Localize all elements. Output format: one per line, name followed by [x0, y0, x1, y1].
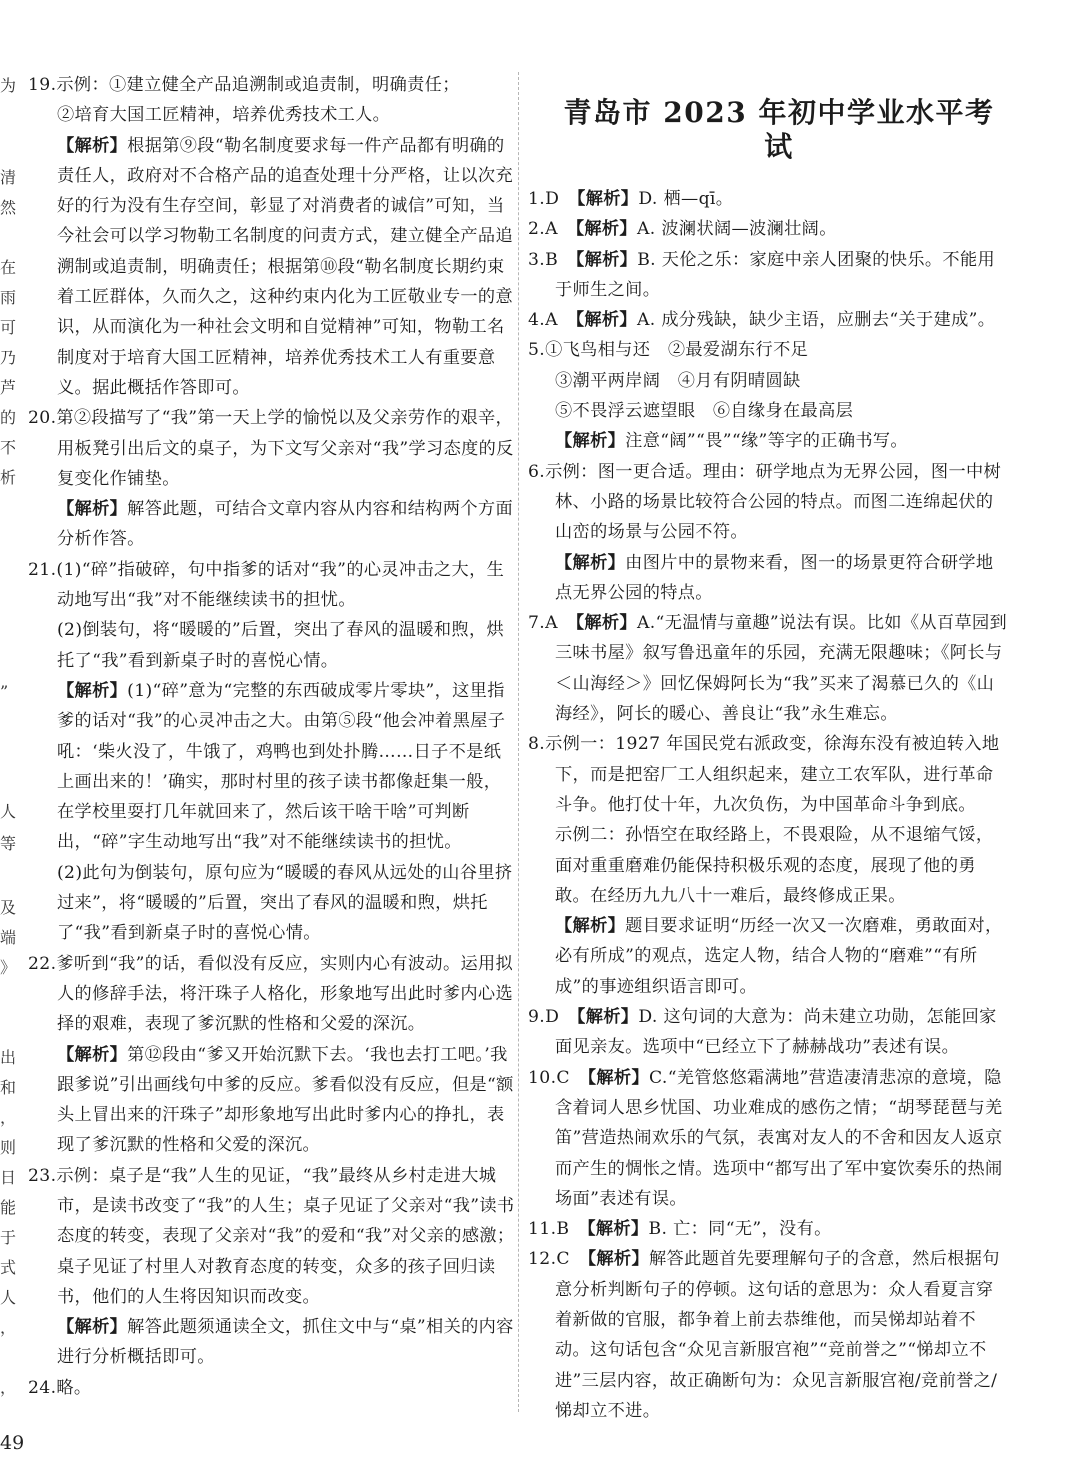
analysis-tag: 【解析】 [576, 1007, 639, 1028]
edge-char: 雨 [0, 288, 17, 307]
answer-21-analysis [28, 676, 516, 858]
analysis-text: 第⑫段由“爹又开始沉默下去。‘我也去打工吧。’我跟爹说”引出画线句中爹的反应。爹看似没有反应，但是“额头上冒出来的汗珠子”却形象地写出此时爹内心的挣扎，表现了爹沉默的性格和父爱的深沉。 [57, 1044, 514, 1156]
answer-choice: 2.A [528, 219, 558, 240]
answer-8-analysis [528, 911, 1008, 1002]
answer-7 [528, 608, 1008, 729]
edge-char: 于 [0, 1228, 17, 1247]
analysis-tag: 【解析】 [575, 249, 638, 270]
answer-choice: 4.A [528, 310, 558, 331]
analysis-text: 解答此题首先要理解句子的含意，然后根据句意分析判断句子的停顿。这句话的意思为：众人看夏言穿着新做的官服，都争着上前去恭维他，而吴悌却站着不动。这句话包含“众见言新服宫袍”“竞前誉之”“悌却立不进”三层内容，故正确断句为：众见言新服宫袍/竞前誉之/悌却立不进。 [555, 1249, 1000, 1421]
edge-char: ， [0, 1318, 17, 1337]
answer-choice: 1.D [528, 189, 560, 209]
answer-23 [28, 1161, 516, 1312]
answer-5-line3: ⑤不畏浮云遮望眼 ⑥自缘身在最高层 [555, 401, 854, 422]
edge-char: 然 [0, 198, 17, 217]
edge-char: 人 [0, 1288, 17, 1307]
analysis-text: 解答此题，可结合文章内容从内容和结构两个方面分析作答。 [57, 499, 513, 550]
answer-21-part2: (2)倒装句，将“暖暖的”后置，突出了春风的温暖和煦，烘托了“我”看到新桌子时的喜悦心情。 [57, 620, 505, 671]
answer-text: 20.第②段描写了“我”第一天上学的愉悦以及父亲劳作的艰辛，用板凳引出后文的桌子，为下文写父亲对“我”学习态度的反复变化作铺垫。 [28, 408, 514, 489]
answer-20-analysis [28, 494, 516, 555]
answer-text: 5.①飞鸟相与还 ②最爱湖东行不足 [528, 340, 809, 361]
answer-23-analysis [28, 1312, 516, 1373]
analysis-tag: 【解析】 [575, 310, 637, 331]
edge-char: 端 [0, 928, 17, 947]
answer-8-example2: 示例二：孙悟空在取经路上，不畏艰险，从不退缩气馁，面对重重磨难仍能保持积极乐观的态度，展现了他的勇敢。在经历九九八十一难后，最终修成正果。 [555, 825, 994, 906]
analysis-text: D. 栖—qī。 [638, 189, 734, 209]
edge-char: 》 [0, 958, 17, 977]
column-divider [518, 72, 519, 1412]
analysis-tag: 【解析】 [586, 1219, 649, 1240]
answer-choice: 3.B [528, 249, 559, 270]
edge-char: ” [0, 682, 9, 701]
analysis-text: B. 天伦之乐：家庭中亲人团聚的快乐。不能用于师生之间。 [555, 249, 996, 300]
edge-char: 和 [0, 1078, 17, 1097]
edge-char: 则 [0, 1138, 17, 1157]
analysis-text: B. 亡：同“无”，没有。 [648, 1219, 832, 1240]
answer-24 [28, 1373, 516, 1403]
answer-21 [28, 555, 516, 616]
answer-20 [28, 403, 516, 494]
analysis-tag: 【解析】 [57, 1317, 128, 1338]
answer-choice: 7.A [528, 613, 558, 634]
right-column [528, 70, 1008, 1426]
answer-4 [528, 305, 1008, 335]
edge-char: 等 [0, 834, 17, 853]
answer-choice: 9.D [528, 1007, 560, 1028]
edge-char: 乃 [0, 348, 17, 367]
analysis-text: 题目要求证明“历经一次又一次磨难，勇敢面对，必有所成”的观点，选定人物，结合人物的“磨难”“有所成”的事迹组织语言即可。 [555, 916, 1003, 997]
answer-22 [28, 949, 516, 1040]
answer-10 [528, 1063, 1008, 1214]
analysis-tag: 【解析】 [555, 552, 626, 573]
edge-char: 清 [0, 168, 17, 187]
answer-2 [528, 214, 1008, 244]
analysis-text: D. 这句词的大意为：尚未建立功勋，怎能回家面见亲友。选项中“已经立下了赫赫战功”表述有误。 [555, 1007, 997, 1058]
edge-char: ， [0, 1108, 17, 1127]
answer-choice: 10.C [528, 1067, 570, 1088]
answer-19-analysis [28, 131, 516, 404]
analysis-text: A. 波澜状阔—波澜壮阔。 [636, 219, 837, 240]
left-column [28, 70, 516, 1403]
analysis-text: 由图片中的景物来看，图一的场景更符合研学地点无界公园的特点。 [555, 552, 994, 603]
edge-char: 在 [0, 258, 17, 277]
edge-char: 人 [0, 802, 17, 821]
analysis-tag: 【解析】 [57, 680, 128, 701]
edge-char: 能 [0, 1198, 17, 1217]
answer-5-line2: ③潮平两岸阔 ④月有阴晴圆缺 [555, 370, 801, 391]
answer-choice: 12.C [528, 1249, 570, 1270]
analysis-tag: 【解析】 [575, 219, 637, 240]
edge-char: 芦 [0, 378, 17, 397]
analysis-text: (1)“碎”意为“完整的东西破成零片零块”，这里指爹的话对“我”的心灵冲击之大。由第⑤段“他会冲着黑屋子吼：‘柴火没了，牛饿了，鸡鸭也到处扑腾……日子不是纸上画出来的！’确实，那时村里的孩子读书都像赶集一般，在学校里耍打几年就回来了，然后该干啥干啥”可判断出，“碎”字生动地写出“我”对不能继续读书的担忧。 [57, 680, 506, 853]
answer-21-analysis-part2: (2)此句为倒装句，原句应为“暖暖的春风从远处的山谷里挤过来”，将“暖暖的”后置，突出了春风的温暖和煦，烘托了“我”看到新桌子时的喜悦心情。 [57, 862, 513, 944]
answer-1 [528, 184, 1008, 214]
answer-5 [528, 335, 1008, 365]
analysis-text: A.“无温情与童趣”说法有误。比如《从百草园到三味书屋》叙写鲁迅童年的乐园，充满无限趣味；《阿长与＜山海经＞》回忆保姆阿长为“我”买来了渴慕已久的《山海经》，阿长的暖心、善良让“我”永生难忘。 [555, 613, 1008, 725]
edge-char: 不 [0, 438, 17, 457]
answer-22-analysis [28, 1040, 516, 1161]
analysis-tag: 【解析】 [575, 613, 637, 634]
answer-6-analysis [528, 548, 1008, 609]
analysis-text: 根据第⑨段“勒名制度要求每一件产品都有明确的责任人，政府对不合格产品的追查处理十分严格，让以次充好的行为没有生存空间，彰显了对消费者的诚信”可知，当今社会可以学习物勒工名制度的问责方式，建立健全产品追溯制或追责制，明确责任；根据第⑩段“勒名制度长期约束着工匠群体，久而久之，这种约束内化为工匠敬业专一的意识，从而演化为一种社会文明和自觉精神”可知，物勒工名制度对于培育大国工匠精神，培养优秀技术工人有重要意义。据此概括作答即可。 [57, 135, 513, 398]
edge-char: ， [0, 1378, 17, 1397]
analysis-tag: 【解析】 [57, 499, 128, 520]
edge-char: 日 [0, 1168, 17, 1187]
answer-text: 6.示例：图一更合适。理由：研学地点为无界公园，图一中树林、小路的场景比较符合公园的特点。而图二连绵起伏的山峦的场景与公园不符。 [528, 461, 1002, 543]
analysis-tag: 【解析】 [555, 916, 626, 937]
edge-char: 的 [0, 408, 17, 427]
analysis-tag: 【解析】 [57, 135, 128, 156]
edge-char: 及 [0, 898, 17, 917]
answer-text: 8.示例一：1927 年国民党右派政变，徐海东没有被迫转入地下，而是把窑厂工人组织起来，建立工农军队，进行革命斗争。他打仗十年，九次负伤，为中国革命斗争到底。 [528, 734, 1000, 815]
answer-8 [528, 729, 1008, 820]
page-number: 49 [0, 1432, 25, 1454]
answer-text: 19.示例：①建立健全产品追溯制或追责制，明确责任； [28, 75, 460, 95]
analysis-text: C.“羌管悠悠霜满地”营造凄清悲凉的意境，隐含着词人思乡忧国、功业难成的感伤之情；“胡琴琵琶与羌笛”营造热闹欢乐的气氛，表寓对友人的不舍和因友人返京而产生的惆怅之情。选项中“都写出了军中宴饮奏乐的热闹场面”表述有误。 [555, 1067, 1003, 1209]
analysis-tag: 【解析】 [587, 1249, 649, 1270]
analysis-tag: 【解析】 [576, 189, 639, 209]
edge-char: 为 [0, 76, 17, 95]
answer-12 [528, 1244, 1008, 1426]
answer-choice: 11.B [528, 1219, 570, 1240]
answer-5-analysis [528, 426, 1008, 456]
answer-9 [528, 1002, 1008, 1063]
answer-6 [528, 457, 1008, 548]
exam-title: 青岛市 2023 年初中学业水平考试 [563, 96, 995, 163]
analysis-text: 解答此题须通读全文，抓住文中与“桌”相关的内容进行分析概括即可。 [57, 1317, 514, 1368]
answer-text: 21.(1)“碎”指破碎，句中指爹的话对“我”的心灵冲击之大，生动地写出“我”对不能继续读书的担忧。 [28, 559, 505, 611]
answer-3 [528, 245, 1008, 306]
analysis-text: 注意“阔”“畏”“缘”等字的正确书写。 [625, 431, 908, 452]
answer-text: 23.示例：桌子是“我”人生的见证，“我”最终从乡村走进大城市，是读书改变了“我”的人生；桌子见证了父亲对“我”读书态度的转变，表现了父亲对“我”的爱和“我”对父亲的感激；桌子见证了村里人对教育态度的转变，众多的孩子回归读书，他们的人生将因知识而改变。 [28, 1165, 515, 1307]
analysis-tag: 【解析】 [587, 1067, 649, 1088]
edge-char: 式 [0, 1258, 17, 1277]
answer-11 [528, 1214, 1008, 1244]
answer-text: 24.略。 [28, 1377, 92, 1398]
edge-char: 析 [0, 468, 17, 487]
edge-char: 出 [0, 1048, 17, 1067]
edge-char: 可 [0, 318, 17, 337]
analysis-tag: 【解析】 [555, 431, 626, 452]
analysis-tag: 【解析】 [57, 1044, 128, 1065]
answer-19-line2: ②培育大国工匠精神，培养优秀技术工人。 [57, 105, 391, 126]
answer-19 [28, 70, 516, 100]
answer-text: 22.爹听到“我”的话，看似没有反应，实则内心有波动。运用拟人的修辞手法，将汗珠子人格化，形象地写出此时爹内心选择的艰难，表现了爹沉默的性格和父爱的深沉。 [28, 953, 514, 1035]
analysis-text: A. 成分残缺，缺少主语，应删去“关于建成”。 [636, 310, 996, 331]
